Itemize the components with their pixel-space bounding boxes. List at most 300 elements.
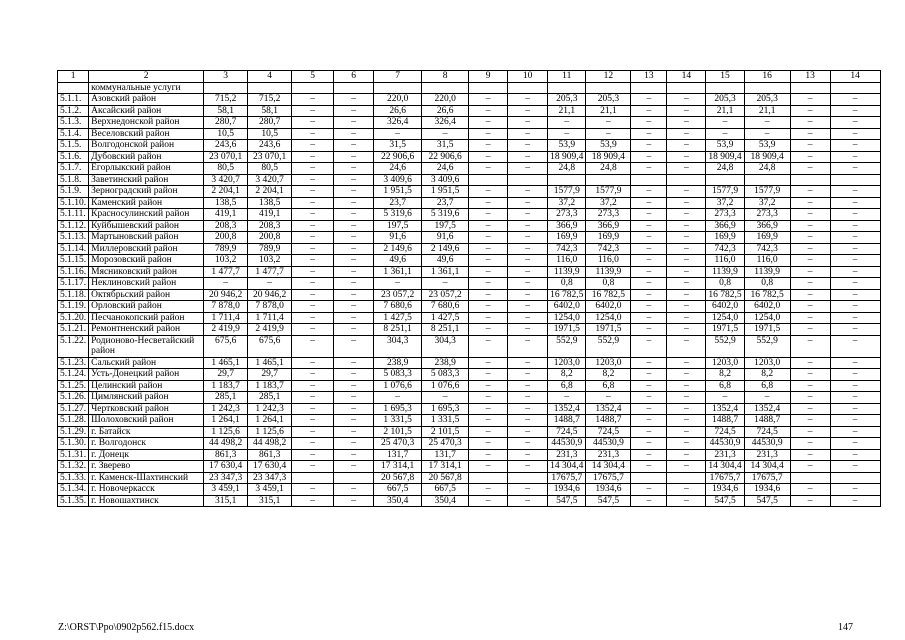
row-district-name: Шолоховский район bbox=[89, 415, 204, 427]
row-value: – bbox=[508, 312, 548, 324]
row-value: 169,9 bbox=[706, 232, 744, 244]
row-value: – bbox=[790, 426, 830, 438]
row-value bbox=[631, 472, 667, 484]
row-value: 273,3 bbox=[548, 209, 586, 221]
header-row bbox=[58, 71, 881, 83]
row-value: – bbox=[292, 449, 334, 461]
row-value: – bbox=[508, 357, 548, 369]
row-value: 31,5 bbox=[374, 140, 422, 152]
section-label: коммунальные услуги bbox=[89, 82, 204, 94]
row-value: 5 319,6 bbox=[422, 209, 469, 221]
row-value: – bbox=[508, 369, 548, 381]
row-value: – bbox=[292, 209, 334, 221]
empty-cell bbox=[334, 82, 374, 94]
row-district-name: Мясниковский район bbox=[89, 266, 204, 278]
row-value: 675,6 bbox=[204, 335, 248, 357]
row-value: – bbox=[830, 243, 880, 255]
row-value: 861,3 bbox=[248, 449, 292, 461]
row-district-name: Аксайский район bbox=[89, 105, 204, 117]
row-value: – bbox=[631, 449, 667, 461]
row-value: – bbox=[667, 335, 706, 357]
table-row bbox=[58, 484, 881, 496]
row-value: 24,8 bbox=[548, 163, 586, 175]
footer-file-path: Z:\ORST\Ppo\0902p562.f15.docx bbox=[58, 622, 195, 633]
row-value bbox=[830, 174, 880, 186]
row-value: – bbox=[830, 255, 880, 267]
row-value: – bbox=[790, 380, 830, 392]
row-district-name: Целинский район bbox=[89, 380, 204, 392]
row-value: – bbox=[508, 186, 548, 198]
row-value: – bbox=[631, 266, 667, 278]
row-value: – bbox=[469, 255, 508, 267]
row-district-name: Дубовский район bbox=[89, 151, 204, 163]
row-value: 5 083,3 bbox=[374, 369, 422, 381]
row-value: – bbox=[469, 357, 508, 369]
row-value: – bbox=[469, 449, 508, 461]
row-value: – bbox=[790, 140, 830, 152]
row-value: 3 459,1 bbox=[248, 484, 292, 496]
row-value: 1 427,5 bbox=[422, 312, 469, 324]
row-value: 1254,0 bbox=[548, 312, 586, 324]
row-value: 44530,9 bbox=[548, 438, 586, 450]
row-value: – bbox=[334, 403, 374, 415]
row-value: 1577,9 bbox=[586, 186, 631, 198]
row-value: – bbox=[667, 128, 706, 140]
row-value bbox=[744, 174, 790, 186]
row-value: – bbox=[667, 324, 706, 336]
row-value: 1577,9 bbox=[548, 186, 586, 198]
row-value: 24,8 bbox=[586, 163, 631, 175]
row-value: 1971,5 bbox=[548, 324, 586, 336]
row-value: – bbox=[667, 140, 706, 152]
row-value: 6,8 bbox=[586, 380, 631, 392]
row-value: 17 630,4 bbox=[204, 461, 248, 473]
row-value: – bbox=[631, 324, 667, 336]
row-value: – bbox=[292, 94, 334, 106]
row-value: – bbox=[508, 484, 548, 496]
row-value: 1488,7 bbox=[744, 415, 790, 427]
row-value: 724,5 bbox=[586, 426, 631, 438]
row-value: 1352,4 bbox=[744, 403, 790, 415]
row-value: – bbox=[292, 186, 334, 198]
row-value: – bbox=[508, 117, 548, 129]
row-district-name: г. Зверево bbox=[89, 461, 204, 473]
row-code: 5.1.19. bbox=[58, 301, 89, 313]
row-value: 200,8 bbox=[248, 232, 292, 244]
row-value: – bbox=[667, 232, 706, 244]
row-value: – bbox=[667, 357, 706, 369]
row-value: – bbox=[744, 117, 790, 129]
row-value: – bbox=[706, 128, 744, 140]
row-value: 1 477,7 bbox=[204, 266, 248, 278]
table-row bbox=[58, 438, 881, 450]
row-value: 1488,7 bbox=[706, 415, 744, 427]
row-value: – bbox=[790, 357, 830, 369]
row-value: 5 319,6 bbox=[374, 209, 422, 221]
row-value: 24,6 bbox=[374, 163, 422, 175]
row-value: – bbox=[790, 197, 830, 209]
row-code: 5.1.25. bbox=[58, 380, 89, 392]
table-row bbox=[58, 392, 881, 404]
row-value: 25 470,3 bbox=[422, 438, 469, 450]
row-value: – bbox=[469, 438, 508, 450]
row-value: 1203,0 bbox=[548, 357, 586, 369]
row-value: – bbox=[334, 461, 374, 473]
row-value: – bbox=[292, 128, 334, 140]
row-value: – bbox=[631, 301, 667, 313]
row-value: 169,9 bbox=[744, 232, 790, 244]
row-value: 715,2 bbox=[204, 94, 248, 106]
row-value: – bbox=[631, 438, 667, 450]
row-value: 26,6 bbox=[374, 105, 422, 117]
row-value: – bbox=[334, 243, 374, 255]
row-value: 1139,9 bbox=[706, 266, 744, 278]
row-value bbox=[667, 174, 706, 186]
row-value: 25 470,3 bbox=[374, 438, 422, 450]
row-value: – bbox=[334, 312, 374, 324]
row-value: – bbox=[508, 335, 548, 357]
table-row bbox=[58, 335, 881, 357]
row-value: – bbox=[292, 357, 334, 369]
row-value: – bbox=[292, 243, 334, 255]
header-cell: 15 bbox=[706, 71, 744, 83]
row-value: – bbox=[667, 266, 706, 278]
row-value: 1254,0 bbox=[586, 312, 631, 324]
row-value: – bbox=[790, 278, 830, 290]
row-district-name: г. Каменск-Шахтинский bbox=[89, 472, 204, 484]
row-value: 742,3 bbox=[706, 243, 744, 255]
row-value: – bbox=[469, 335, 508, 357]
row-value bbox=[334, 472, 374, 484]
row-value: 10,5 bbox=[248, 128, 292, 140]
row-value: – bbox=[790, 449, 830, 461]
row-district-name: Сальский район bbox=[89, 357, 204, 369]
row-value: – bbox=[508, 380, 548, 392]
table-row bbox=[58, 209, 881, 221]
row-value: – bbox=[830, 301, 880, 313]
row-value: – bbox=[469, 140, 508, 152]
table-row bbox=[58, 312, 881, 324]
row-value: – bbox=[790, 324, 830, 336]
row-value: 23 070,1 bbox=[204, 151, 248, 163]
row-value: – bbox=[830, 484, 880, 496]
row-value: – bbox=[631, 495, 667, 507]
row-value: – bbox=[830, 232, 880, 244]
row-value: – bbox=[508, 301, 548, 313]
row-value: – bbox=[334, 94, 374, 106]
row-value: 3 409,6 bbox=[422, 174, 469, 186]
row-value: – bbox=[469, 289, 508, 301]
row-value: 8 251,1 bbox=[422, 324, 469, 336]
row-code: 5.1.22. bbox=[58, 335, 89, 357]
footer-page-number: 147 bbox=[838, 622, 853, 633]
row-value: – bbox=[469, 369, 508, 381]
row-value: – bbox=[830, 197, 880, 209]
row-value: 1 076,6 bbox=[374, 380, 422, 392]
row-value: 17675,7 bbox=[586, 472, 631, 484]
row-value: – bbox=[292, 163, 334, 175]
row-value: – bbox=[292, 426, 334, 438]
empty-cell bbox=[586, 82, 631, 94]
row-value: 7 680,6 bbox=[422, 301, 469, 313]
row-value: – bbox=[469, 128, 508, 140]
row-value: 16 782,5 bbox=[744, 289, 790, 301]
row-value: 1 477,7 bbox=[248, 266, 292, 278]
row-value: – bbox=[508, 128, 548, 140]
row-value: – bbox=[374, 392, 422, 404]
row-value: – bbox=[830, 117, 880, 129]
row-value: 37,2 bbox=[548, 197, 586, 209]
row-value: – bbox=[830, 140, 880, 152]
row-value: – bbox=[334, 415, 374, 427]
empty-cell bbox=[830, 82, 880, 94]
row-code: 5.1.3. bbox=[58, 117, 89, 129]
row-value: – bbox=[508, 220, 548, 232]
row-code: 5.1.23. bbox=[58, 357, 89, 369]
row-value: – bbox=[790, 289, 830, 301]
row-code: 5.1.27. bbox=[58, 403, 89, 415]
row-code: 5.1.10. bbox=[58, 197, 89, 209]
header-cell: 10 bbox=[508, 71, 548, 83]
row-value: 17675,7 bbox=[548, 472, 586, 484]
row-value: 1203,0 bbox=[586, 357, 631, 369]
row-value: 91,6 bbox=[374, 232, 422, 244]
row-value: 742,3 bbox=[548, 243, 586, 255]
row-value: 18 909,4 bbox=[548, 151, 586, 163]
row-code: 5.1.12. bbox=[58, 220, 89, 232]
row-value bbox=[469, 472, 508, 484]
row-code: 5.1.17. bbox=[58, 278, 89, 290]
row-value: 7 680,6 bbox=[374, 301, 422, 313]
row-value: 667,5 bbox=[422, 484, 469, 496]
row-value: – bbox=[292, 484, 334, 496]
row-value: 366,9 bbox=[706, 220, 744, 232]
row-value: – bbox=[790, 255, 830, 267]
row-district-name: Морозовский район bbox=[89, 255, 204, 267]
row-value: – bbox=[469, 426, 508, 438]
row-value: 2 204,1 bbox=[204, 186, 248, 198]
row-value: 24,8 bbox=[744, 163, 790, 175]
row-value: – bbox=[667, 495, 706, 507]
row-value: – bbox=[667, 278, 706, 290]
row-value: – bbox=[790, 484, 830, 496]
row-value: – bbox=[667, 209, 706, 221]
row-value: – bbox=[334, 220, 374, 232]
row-value: – bbox=[586, 117, 631, 129]
row-value: 231,3 bbox=[548, 449, 586, 461]
header-cell: 13 bbox=[790, 71, 830, 83]
row-value: – bbox=[667, 449, 706, 461]
row-value: 6402,0 bbox=[548, 301, 586, 313]
row-value: 3 459,1 bbox=[204, 484, 248, 496]
header-cell: 1 bbox=[58, 71, 89, 83]
row-value: 23,7 bbox=[374, 197, 422, 209]
row-value: – bbox=[790, 266, 830, 278]
row-value: – bbox=[631, 403, 667, 415]
row-value: – bbox=[334, 209, 374, 221]
row-value: 8,2 bbox=[548, 369, 586, 381]
header-cell: 2 bbox=[89, 71, 204, 83]
row-value: – bbox=[667, 301, 706, 313]
row-value: – bbox=[631, 232, 667, 244]
row-value: 326,4 bbox=[422, 117, 469, 129]
row-value: – bbox=[631, 94, 667, 106]
row-value: 53,9 bbox=[706, 140, 744, 152]
table-row bbox=[58, 232, 881, 244]
row-value: 10,5 bbox=[204, 128, 248, 140]
row-value: 724,5 bbox=[706, 426, 744, 438]
header-cell: 11 bbox=[548, 71, 586, 83]
row-code: 5.1.7. bbox=[58, 163, 89, 175]
row-value: – bbox=[667, 484, 706, 496]
row-value: – bbox=[667, 117, 706, 129]
row-value: – bbox=[334, 197, 374, 209]
row-value: 675,6 bbox=[248, 335, 292, 357]
row-value: 14 304,4 bbox=[744, 461, 790, 473]
table-row bbox=[58, 461, 881, 473]
row-value: – bbox=[830, 357, 880, 369]
row-value bbox=[292, 472, 334, 484]
row-value: 350,4 bbox=[422, 495, 469, 507]
row-value: – bbox=[292, 117, 334, 129]
row-value: 231,3 bbox=[744, 449, 790, 461]
row-value: – bbox=[790, 403, 830, 415]
table-row bbox=[58, 403, 881, 415]
row-value: – bbox=[292, 461, 334, 473]
row-value: – bbox=[334, 357, 374, 369]
row-value: 667,5 bbox=[374, 484, 422, 496]
row-value: – bbox=[508, 415, 548, 427]
row-value: 238,9 bbox=[422, 357, 469, 369]
row-value: 116,0 bbox=[706, 255, 744, 267]
row-value: 131,7 bbox=[422, 449, 469, 461]
table-row bbox=[58, 289, 881, 301]
row-value: – bbox=[667, 369, 706, 381]
row-value: 1139,9 bbox=[744, 266, 790, 278]
row-value: 205,3 bbox=[586, 94, 631, 106]
row-code: 5.1.6. bbox=[58, 151, 89, 163]
row-value: – bbox=[292, 232, 334, 244]
row-value bbox=[508, 472, 548, 484]
row-code: 5.1.13. bbox=[58, 232, 89, 244]
row-value: – bbox=[631, 255, 667, 267]
table-row bbox=[58, 220, 881, 232]
row-value: 285,1 bbox=[204, 392, 248, 404]
row-value: – bbox=[469, 117, 508, 129]
row-value: – bbox=[508, 105, 548, 117]
row-value: – bbox=[334, 324, 374, 336]
table-row bbox=[58, 140, 881, 152]
row-value: 552,9 bbox=[548, 335, 586, 357]
row-value: – bbox=[631, 151, 667, 163]
row-value: 2 419,9 bbox=[204, 324, 248, 336]
empty-cell bbox=[548, 82, 586, 94]
row-value: – bbox=[508, 438, 548, 450]
row-district-name: Родионово-Несветайский район bbox=[89, 335, 204, 357]
row-value: 31,5 bbox=[422, 140, 469, 152]
row-value: – bbox=[631, 140, 667, 152]
row-value: 366,9 bbox=[586, 220, 631, 232]
row-value: 724,5 bbox=[744, 426, 790, 438]
row-value: – bbox=[744, 392, 790, 404]
row-value: – bbox=[334, 266, 374, 278]
row-district-name: Неклиновский район bbox=[89, 278, 204, 290]
row-district-name: Куйбышевский район bbox=[89, 220, 204, 232]
header-cell: 9 bbox=[469, 71, 508, 83]
row-value: 1139,9 bbox=[586, 266, 631, 278]
row-code: 5.1.2. bbox=[58, 105, 89, 117]
row-value: 53,9 bbox=[548, 140, 586, 152]
row-district-name: Усть-Донецкий район bbox=[89, 369, 204, 381]
row-value: – bbox=[830, 426, 880, 438]
row-code: 5.1.8. bbox=[58, 174, 89, 186]
row-value: – bbox=[631, 369, 667, 381]
row-value: 17 314,1 bbox=[374, 461, 422, 473]
row-value: 37,2 bbox=[744, 197, 790, 209]
row-value: – bbox=[508, 140, 548, 152]
row-value: 1254,0 bbox=[744, 312, 790, 324]
empty-cell bbox=[58, 82, 89, 94]
row-value: – bbox=[292, 392, 334, 404]
header-cell: 13 bbox=[631, 71, 667, 83]
row-value: – bbox=[830, 312, 880, 324]
row-value: – bbox=[790, 415, 830, 427]
row-value: 138,5 bbox=[248, 197, 292, 209]
row-value bbox=[790, 472, 830, 484]
row-value: – bbox=[292, 403, 334, 415]
row-code: 5.1.20. bbox=[58, 312, 89, 324]
row-value: – bbox=[334, 278, 374, 290]
row-value: 220,0 bbox=[422, 94, 469, 106]
row-value: 17675,7 bbox=[706, 472, 744, 484]
row-value: 1 242,3 bbox=[204, 403, 248, 415]
row-value: – bbox=[469, 209, 508, 221]
table-row bbox=[58, 94, 881, 106]
row-district-name: Егорлыкский район bbox=[89, 163, 204, 175]
empty-cell bbox=[631, 82, 667, 94]
row-value: 23,7 bbox=[422, 197, 469, 209]
row-value: 2 149,6 bbox=[374, 243, 422, 255]
row-district-name: Песчанокопский район bbox=[89, 312, 204, 324]
row-value: 17675,7 bbox=[744, 472, 790, 484]
row-district-name: г. Донецк bbox=[89, 449, 204, 461]
row-value: 419,1 bbox=[204, 209, 248, 221]
empty-cell bbox=[248, 82, 292, 94]
row-code: 5.1.31. bbox=[58, 449, 89, 461]
row-value: – bbox=[334, 438, 374, 450]
row-value bbox=[586, 174, 631, 186]
row-value: 29,7 bbox=[248, 369, 292, 381]
row-value: – bbox=[830, 94, 880, 106]
row-value: – bbox=[334, 128, 374, 140]
row-value: 6402,0 bbox=[586, 301, 631, 313]
row-value: – bbox=[667, 186, 706, 198]
table-row bbox=[58, 105, 881, 117]
row-value: 231,3 bbox=[706, 449, 744, 461]
row-value: – bbox=[548, 392, 586, 404]
row-value: 21,1 bbox=[706, 105, 744, 117]
table-row bbox=[58, 243, 881, 255]
row-value: – bbox=[469, 197, 508, 209]
row-value: – bbox=[631, 117, 667, 129]
row-value: – bbox=[631, 461, 667, 473]
row-value: 14 304,4 bbox=[706, 461, 744, 473]
row-value: 1934,6 bbox=[744, 484, 790, 496]
header-cell: 14 bbox=[667, 71, 706, 83]
row-value: – bbox=[790, 243, 830, 255]
row-value: 1139,9 bbox=[548, 266, 586, 278]
row-value: 1 264,1 bbox=[204, 415, 248, 427]
